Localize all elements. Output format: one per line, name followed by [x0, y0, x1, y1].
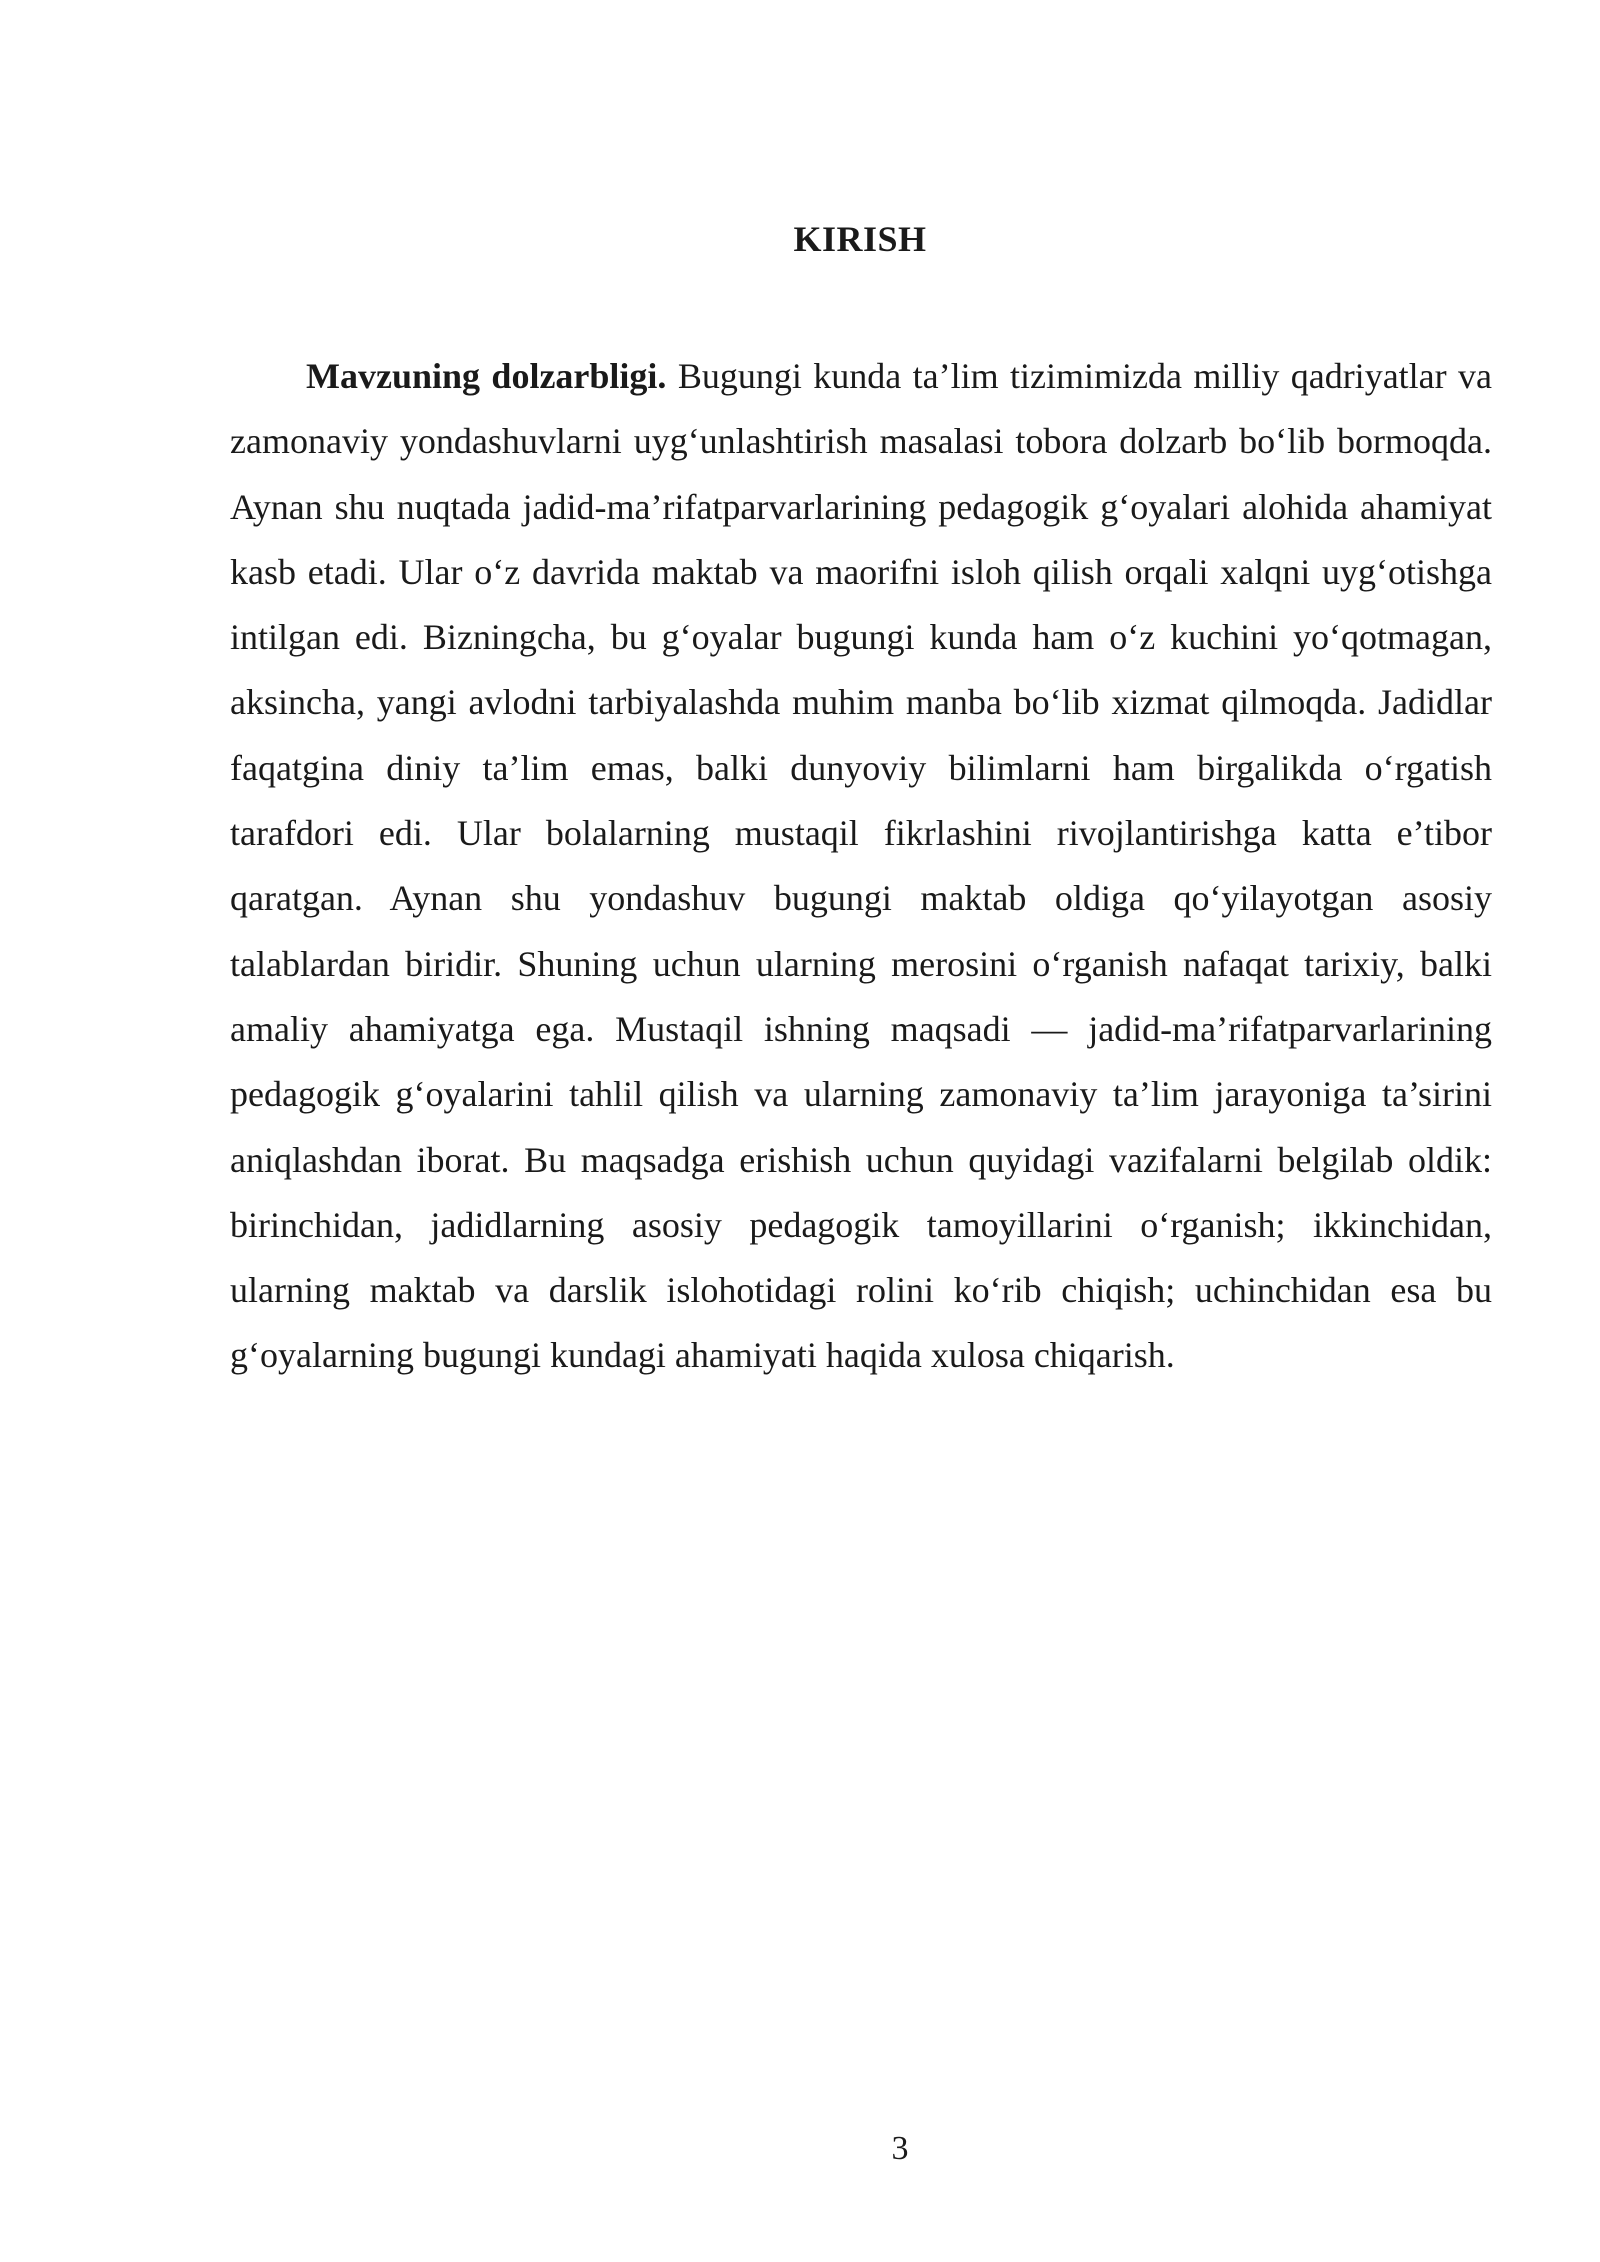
page-number: 3 [891, 2130, 909, 2167]
paragraph-lead: Mavzuning dolzarbligi. [306, 356, 667, 396]
intro-paragraph [230, 344, 1492, 1389]
section-title: KIRISH [793, 219, 927, 259]
paragraph-text: Bugungi kunda ta’lim tizimimizda milliy qadriyatlar va zamonaviy yondashuvlarni uyg‘unlashtirish masalasi tobora dolzarb bo‘lib bormoqda. Aynan shu nuqtada jadid-ma’rifatparvarlarining pedagogik g‘oyalari alohida ahamiyat kasb etadi. Ular o‘z davrida maktab va maorifni isloh qilish orqali xalqni uyg‘otishga intilgan edi. Bizningcha, bu g‘oyalar bugungi kunda ham o‘z kuchini yo‘qotmagan, aksincha, yangi avlodni tarbiyalashda muhim manba bo‘lib xizmat qilmoqda. Jadidlar faqatgina diniy ta’lim emas, balki dunyoviy bilimlarni ham birgalikda o‘rgatish tarafdori edi. Ular bolalarning mustaqil fikrlashini rivojlantirishga katta e’tibor qaratgan. Aynan shu yondashuv bugungi maktab oldiga qo‘yilayotgan asosiy talablardan biridir. Shuning uchun ularning merosini o‘rganish nafaqat tarixiy, balki amaliy ahamiyatga ega. Mustaqil ishning maqsadi — jadid-ma’rifatparvarlarining pedagogik g‘oyalarini tahlil qilish va ularning zamonaviy ta’lim jarayoniga ta’sirini aniqlashdan iborat. Bu maqsadga erishish uchun quyidagi vazifalarni belgilab oldik: birinchidan, jadidlarning asosiy pedagogik tamoyillarini o‘rganish; ikkinchidan, ularning maktab va darslik islohotidagi rolini ko‘rib chiqish; uchinchidan esa bu g‘oyalarning bugungi kundagi ahamiyati haqida xulosa chiqarish. [230, 356, 1493, 1376]
